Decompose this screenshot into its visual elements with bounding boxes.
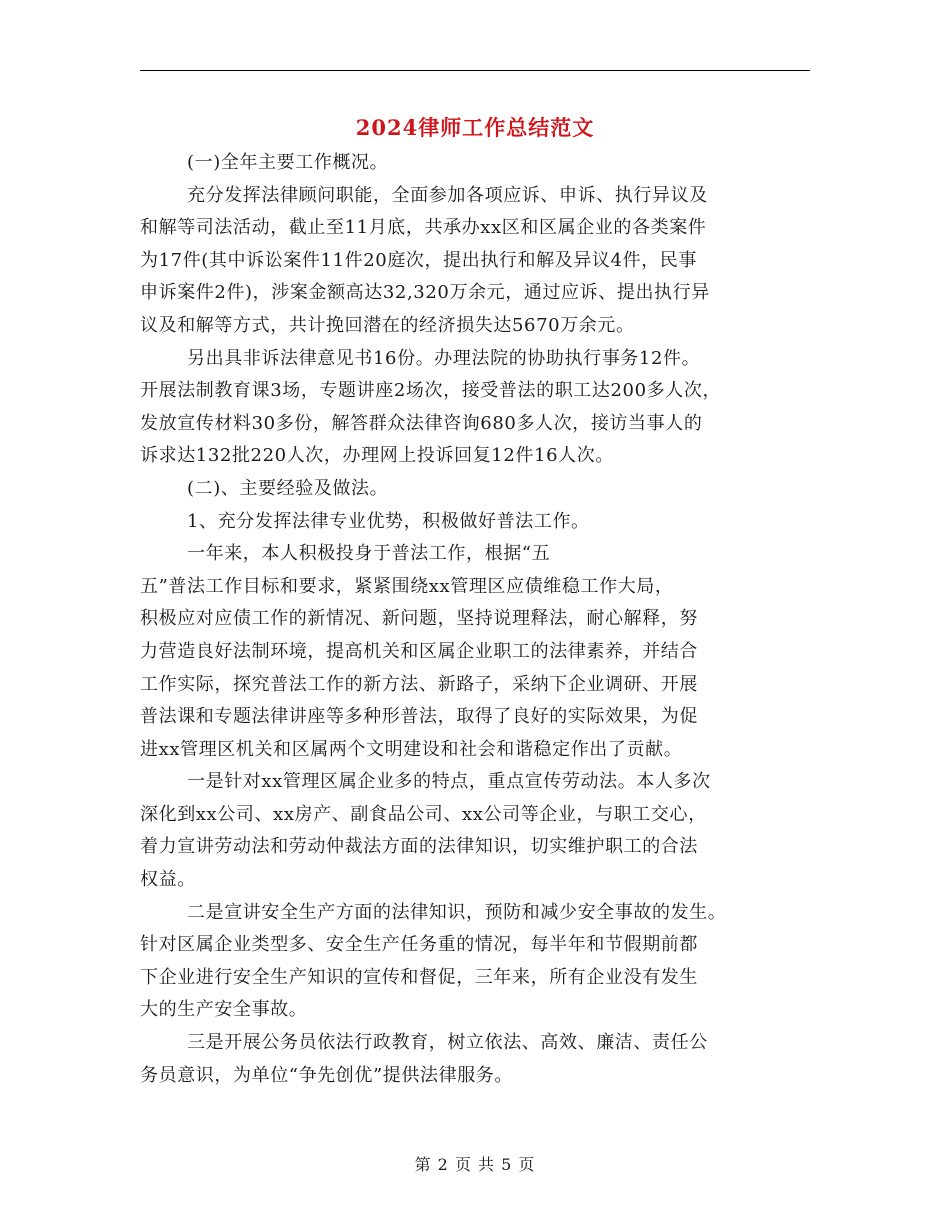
paragraph-line: 和解等司法活动，截止至11月底，共承办xx区和区属企业的各类案件 [140,217,707,239]
paragraph-line: 二是宣讲安全生产方面的法律知识，预防和减少安全事故的发生。 [187,901,727,923]
paragraph-line: 诉求达132批220人次，办理网上投诉回复12件16人次。 [140,445,614,467]
paragraph-line: 工作实际，探究普法工作的新方法、新路子，采纳下企业调研、开展 [140,673,698,695]
paragraph-line: 针对区属企业类型多、安全生产任务重的情况，每半年和节假期前都 [140,934,698,956]
paragraph-line: 着力宣讲劳动法和劳动仲裁法方面的法律知识，切实维护职工的合法 [140,836,698,858]
paragraph-line: 务员意识，为单位“争先创优”提供法律服务。 [140,1064,514,1086]
paragraph-line: 权益。 [140,869,196,891]
paragraph-line: 充分发挥法律顾问职能，全面参加各项应诉、申诉、执行异议及 [187,184,708,206]
paragraph-line: 进xx管理区机关和区属两个文明建设和社会和谐稳定作出了贡献。 [140,738,683,760]
paragraph-line: 一年来，本人积极投身于普法工作，根据“五 [187,543,551,565]
paragraph-line: 三是开展公务员依法行政教育，树立依法、高效、廉洁、责任公 [187,1032,708,1054]
paragraph-line: 力营造良好法制环境，提高机关和区属企业职工的法律素养，并结合 [140,640,698,662]
paragraph-line: 下企业进行安全生产知识的宣传和督促，三年来，所有企业没有发生 [140,966,698,988]
header-rule [140,70,810,71]
paragraph-line: 发放宣传材料30多份，解答群众法律咨询680多人次，接访当事人的 [140,412,703,434]
paragraph-line: 为17件(其中诉讼案件11件20庭次，提出执行和解及异议4件，民事 [140,249,697,271]
paragraph-line: (一)全年主要工作概况。 [187,152,389,173]
page-number-footer: 第 2 页 共 5 页 [414,1155,536,1174]
paragraph-line: 一是针对xx管理区属企业多的特点，重点宣传劳动法。本人多次 [187,771,711,793]
paragraph-line: (二)、主要经验及做法。 [187,477,389,499]
paragraph-line: 议及和解等方式，共计挽回潜在的经济损失达5670万余元。 [140,314,635,336]
document-body [140,147,820,1092]
paragraph-line: 开展法制教育课3场，专题讲座2场次，接受普法的职工达200多人次， [140,380,722,402]
paragraph-line: 另出具非诉法律意见书16份。办理法院的协助执行事务12件。 [187,347,701,369]
paragraph-line: 普法课和专题法律讲座等多种形普法，取得了良好的实际效果，为促 [140,706,698,728]
paragraph-line: 1、充分发挥法律专业优势，积极做好普法工作。 [187,510,590,532]
paragraph-line: 深化到xx公司、xx房产、副食品公司、xx公司等企业，与职工交心， [140,803,707,825]
paragraph-line: 积极应对应债工作的新情况、新问题，坚持说理释法，耐心解释，努 [140,608,698,630]
paragraph-line: 大的生产安全事故。 [140,999,308,1021]
paragraph-line: 五”普法工作目标和要求，紧紧围绕xx管理区应债维稳工作大局， [140,575,674,597]
document-title: 2024律师工作总结范文 [355,115,595,140]
paragraph-line: 申诉案件2件)，涉案金额高达32,320万余元，通过应诉、提出执行异 [140,282,710,304]
